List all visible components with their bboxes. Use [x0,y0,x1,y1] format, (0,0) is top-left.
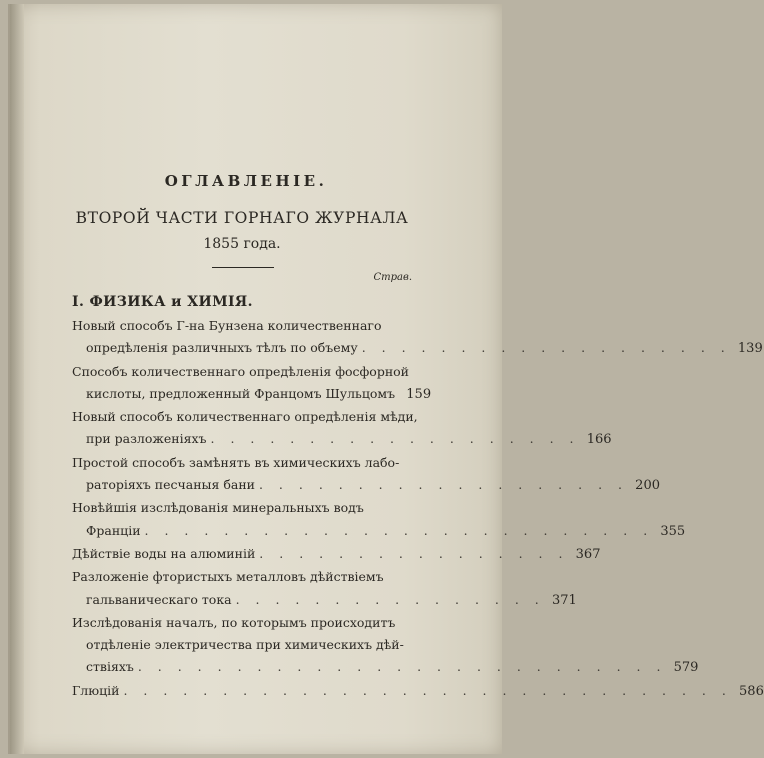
toc-page-number: 367 [575,546,601,562]
toc-entry-text: отдѣленіе электричества при химическихъ дѣй- [86,637,404,653]
toc-entry [72,543,601,566]
toc-entry-text: при разложеніяхъ [86,431,207,447]
toc-entry-line [72,497,412,519]
toc-page-number: 586 [739,683,764,699]
book-page [8,4,764,754]
toc-entry-line [72,656,699,679]
publication-year: 1855 года. [203,236,281,252]
toc-entry-line [72,361,412,383]
toc-entry-text: ствіяхъ [86,659,134,675]
divider-rule [212,267,274,268]
toc-entry-line [72,315,412,337]
binding-fold [10,4,24,754]
dot-leader: . . . . . . . . . . . . . . . . . . . . . . . . . . . [137,659,667,675]
toc-entry-text: Простой способъ замѣнять въ химическихъ лабо- [72,454,400,470]
toc-entry [72,497,686,543]
dot-leader: . . . . . . . . . . . . . . . . . . . . . . . . . . [144,522,654,538]
dot-leader: . . . . . . . . . . . . . . . . . . . . . . . . . . . . . . . [123,682,732,698]
toc-entries [72,315,764,703]
page-subtitle: ВТОРОЙ ЧАСТИ ГОРНАГО ЖУРНАЛА [75,209,409,227]
toc-page-number: 579 [673,660,699,676]
toc-entry-line [72,474,660,497]
toc-entry-text: раторіяхъ песчаныя бани [86,477,255,493]
toc-entry-text: Глюцій [72,682,120,698]
toc-page-number: 371 [551,592,577,608]
toc-entry-line [72,337,763,360]
toc-entry-text: опредѣленія различныхъ тѣлъ по объему [86,340,358,356]
dot-leader: . . . . . . . . . . . . . . . . [235,591,545,607]
toc-entry-text: гальваническаго тока [86,591,232,607]
dot-leader: . . . . . . . . . . . . . . . . [259,545,569,561]
page-column-label: Страв. [373,272,412,283]
toc-entry-line [72,520,686,543]
toc-entry-line [72,406,418,428]
toc-entry-line [72,634,412,656]
toc-entry [72,680,764,703]
toc-entry-text: Новый способъ количественнаго опредѣленія мѣди, [72,409,418,425]
toc-entry-line [72,452,412,474]
toc-entry-text: Новый способъ Г-на Бунзена количественнаго [72,318,382,333]
toc-entry-line [72,612,412,634]
toc-entry [72,566,577,612]
toc-entry-text: Франціи [86,522,141,538]
toc-page-number: 355 [660,523,686,539]
section-heading: I. ФИЗИКА и ХИМІЯ. [72,294,253,310]
dot-leader: . . . . . . . . . . . . . . . . . . . [210,431,580,447]
toc-entry [72,406,612,452]
toc-entry-text: Разложеніе фтористыхъ металловъ дѣйствіемъ [72,569,384,585]
page-title: ОГЛАВЛЕНІЕ. [164,172,328,190]
toc-entry-line [72,589,577,612]
toc-entry-text: Новѣйшія изслѣдованія минеральныхъ водъ [72,500,364,516]
toc-entry-text: Изслѣдованія началъ, по которымъ происходитъ [72,614,396,630]
toc-page-number: 159 [406,386,432,402]
toc-entry-line [72,383,432,406]
toc-entry-line [72,566,412,588]
toc-entry-text: кислоты, предложенный Францомъ Шульцомъ [86,385,396,401]
toc-entry [72,315,763,361]
toc-entry-line [72,428,612,451]
toc-entry [72,612,699,680]
toc-page-number: 139 [737,341,763,357]
toc-entry [72,452,660,498]
dot-leader: . . . . . . . . . . . . . . . . . . . [361,340,731,356]
toc-entry-line [72,680,764,703]
toc-entry-text: Способъ количественнаго опредѣленія фосфорной [72,363,410,379]
toc-page-number: 200 [635,478,660,494]
toc-entry [72,361,432,407]
toc-entry-line [72,543,601,566]
toc-page-number: 166 [586,432,612,448]
dot-leader: . . . . . . . . . . . . . . . . . . . [258,477,628,493]
toc-entry-text: Дѣйствіе воды на алюминій [72,545,256,561]
